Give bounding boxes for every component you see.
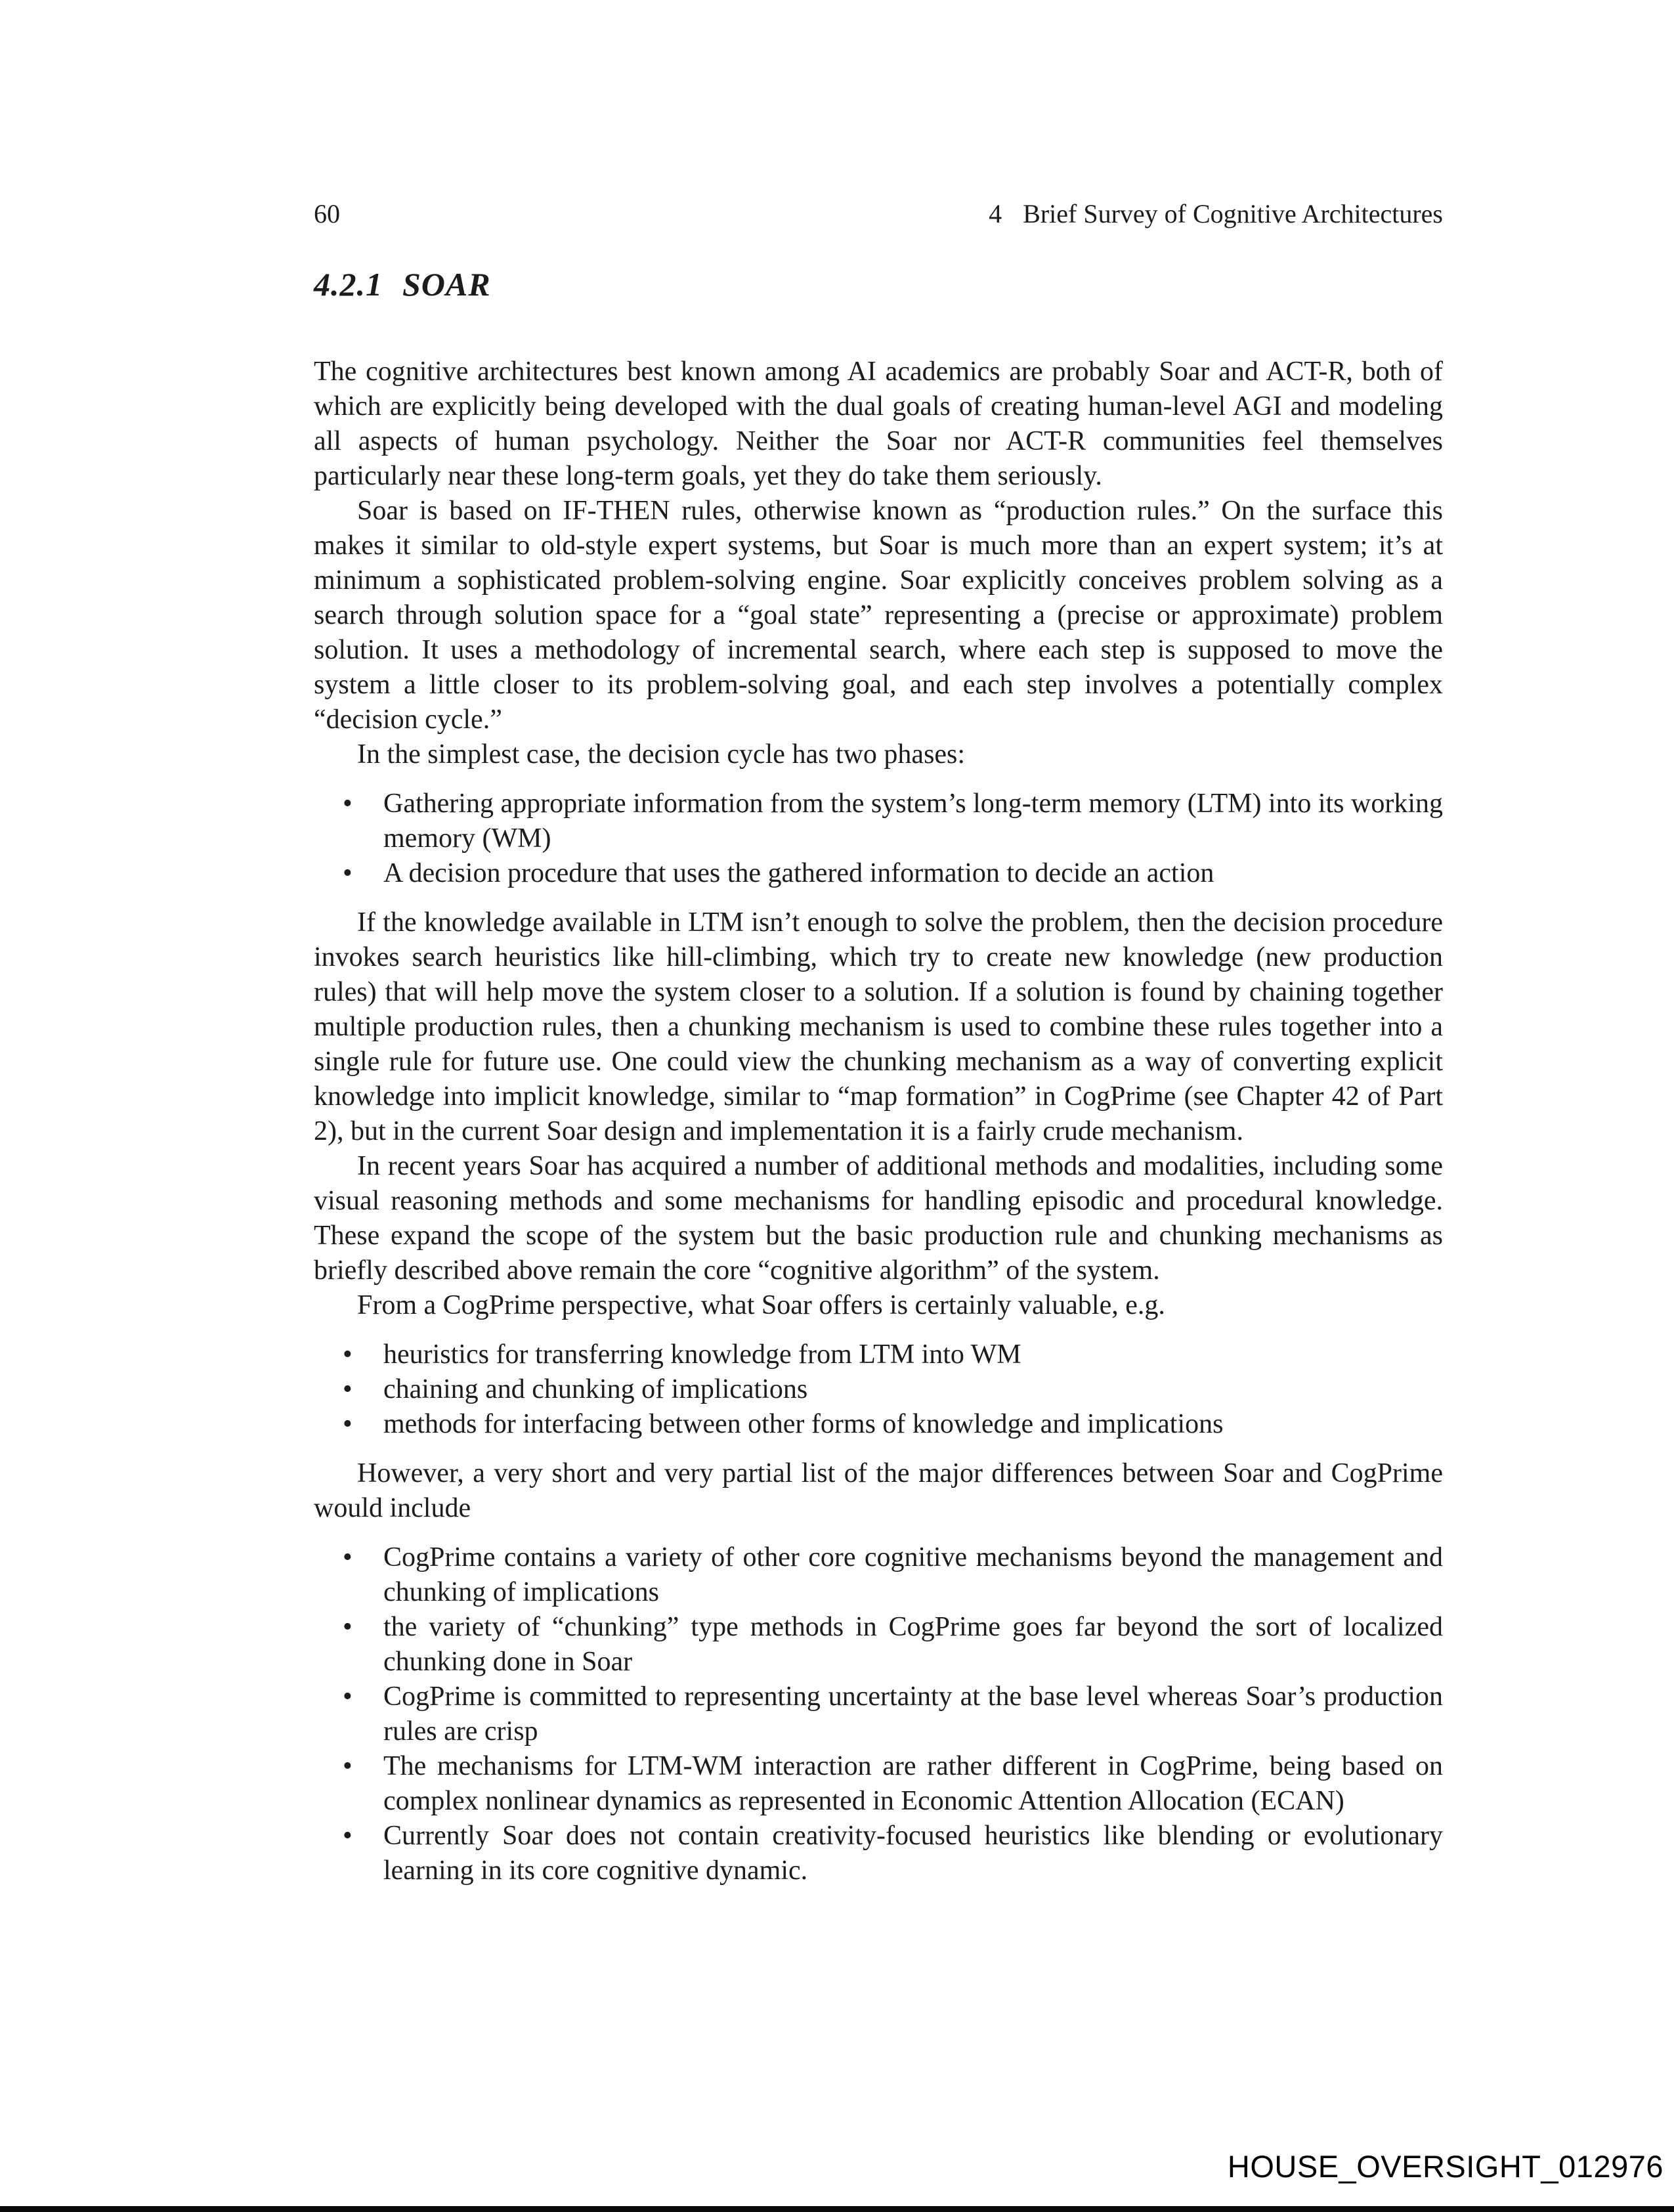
page-content <box>314 355 1443 1903</box>
bullet-item: • CogPrime is committed to representing uncertainty at the base level whereas Soar’s production rules are crisp <box>383 1680 1443 1749</box>
chapter-number: 4 <box>989 199 1002 228</box>
paragraph: The cognitive architectures best known among AI academics are probably Soar and ACT-R, both of which are explicitly being developed with the dual goals of creating human-level AGI and modeling all aspects of human psychology. Neither the Soar nor ACT-R communities feel themselves particularly near these long-term goals, yet they do take them seriously. <box>314 357 1443 491</box>
section-heading <box>314 265 491 303</box>
bates-stamp: HOUSE_OVERSIGHT_012976 <box>1227 2149 1663 2184</box>
bullet-item: • chaining and chunking of implications <box>383 1372 1443 1407</box>
paragraph: In recent years Soar has acquired a number of additional methods and modalities, including some visual reasoning methods and some mechanisms for handling episodic and procedural knowledge. These expand the scope of the system but the basic production rule and chunking mechanisms as briefly described above remain the core “cognitive algorithm” of the system. <box>314 1151 1443 1286</box>
bullet-item: • Gathering appropriate information from the system’s long-term memory (LTM) into its working memory (WM) <box>383 787 1443 856</box>
bullet-item: • Currently Soar does not contain creativity-focused heuristics like blending or evolutionary learning in its core cognitive dynamic. <box>383 1819 1443 1888</box>
paragraph: However, a very short and very partial list of the major differences between Soar and CogPrime would include <box>314 1458 1443 1523</box>
page-number: 60 <box>314 199 340 228</box>
chapter-running-title <box>989 198 1443 229</box>
section-title: SOAR <box>402 266 491 303</box>
paragraph: If the knowledge available in LTM isn’t enough to solve the problem, then the decision procedure invokes search heuristics like hill-climbing, which try to create new knowledge (new production rules) that will help move the system closer to a solution. If a solution is found by chaining together multiple production rules, then a chunking mechanism is used to combine these rules together into a single rule for future use. One could view the chunking mechanism as a way of converting explicit knowledge into implicit knowledge, similar to “map formation” in CogPrime (see Chapter 42 of Part 2), but in the current Soar design and implementation it is a fairly crude mechanism. <box>314 907 1443 1146</box>
bullet-list <box>314 1337 1443 1442</box>
running-header <box>314 198 1443 229</box>
bullet-item: • methods for interfacing between other forms of knowledge and implications <box>383 1407 1443 1442</box>
paragraph: Soar is based on IF-THEN rules, otherwise known as “production rules.” On the surface this makes it similar to old-style expert systems, but Soar is much more than an expert system; it’s at minimum a sophisticated problem-solving engine. Soar explicitly conceives problem solving as a search through solution space for a “goal state” representing a (precise or approximate) problem solution. It uses a methodology of incremental search, where each step is supposed to move the system a little closer to its problem-solving goal, and each step involves a potentially complex “decision cycle.” <box>314 496 1443 735</box>
scan-edge-artifact <box>0 2206 1674 2212</box>
section-number: 4.2.1 <box>314 266 383 303</box>
paragraph: In the simplest case, the decision cycle has two phases: <box>357 739 966 770</box>
bullet-item: • The mechanisms for LTM-WM interaction are rather different in CogPrime, being based on complex nonlinear dynamics as represented in Economic Attention Allocation (ECAN) <box>383 1749 1443 1819</box>
chapter-title: Brief Survey of Cognitive Architectures <box>1023 199 1443 228</box>
bullet-list <box>314 1540 1443 1888</box>
bullet-item: • the variety of “chunking” type methods in CogPrime goes far beyond the sort of localized chunking done in Soar <box>383 1610 1443 1680</box>
bullet-item: • CogPrime contains a variety of other core cognitive mechanisms beyond the management and chunking of implications <box>383 1540 1443 1610</box>
bullet-list <box>314 787 1443 891</box>
bullet-item: • A decision procedure that uses the gathered information to decide an action <box>383 856 1443 891</box>
bullet-item: • heuristics for transferring knowledge from LTM into WM <box>383 1337 1443 1372</box>
paragraph: From a CogPrime perspective, what Soar offers is certainly valuable, e.g. <box>357 1290 1165 1320</box>
